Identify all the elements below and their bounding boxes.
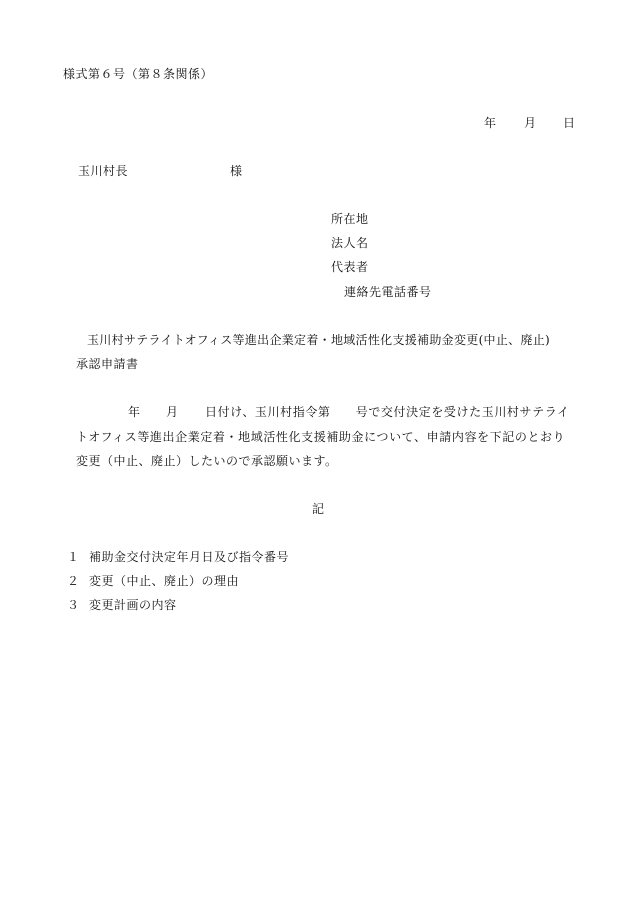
item-number: ２ xyxy=(67,574,80,588)
item-number: ３ xyxy=(67,598,80,612)
item-text: 補助金交付決定年月日及び指令番号 xyxy=(89,550,290,564)
body-line-1-text: 日付け、玉川村指令第 号で交付決定を受けた玉川村サテライ xyxy=(205,405,570,419)
body-year-label: 年 xyxy=(128,405,141,419)
addressee-name: 玉川村長 xyxy=(78,164,129,178)
representative-label: 代表者 xyxy=(331,260,369,274)
addressee-honorific: 様 xyxy=(230,164,243,178)
item-text: 変更計画の内容 xyxy=(89,598,177,612)
phone-label: 連絡先電話番号 xyxy=(344,285,432,299)
body-line-2: トオフィス等進出企業定着・地域活性化支援補助金について、申請内容を下記のとおり xyxy=(76,430,566,444)
date-month-label: 月 xyxy=(524,116,537,130)
date-year-label: 年 xyxy=(484,116,497,130)
address-label: 所在地 xyxy=(331,212,369,226)
item-text: 変更（中止、廃止）の理由 xyxy=(89,574,240,588)
body-month-label: 月 xyxy=(166,405,179,419)
form-id: 様式第６号（第８条関係） xyxy=(63,67,214,81)
body-line-3: 変更（中止、廃止）したいので承認願います。 xyxy=(76,454,338,468)
title-line-2: 承認申請書 xyxy=(76,357,139,371)
title-line-1: 玉川村サテライトオフィス等進出企業定着・地域活性化支援補助金変更(中止、廃止) xyxy=(87,333,551,347)
ki-heading: 記 xyxy=(312,502,325,516)
corp-name-label: 法人名 xyxy=(331,236,369,250)
date-day-label: 日 xyxy=(563,116,576,130)
item-number: １ xyxy=(67,550,80,564)
